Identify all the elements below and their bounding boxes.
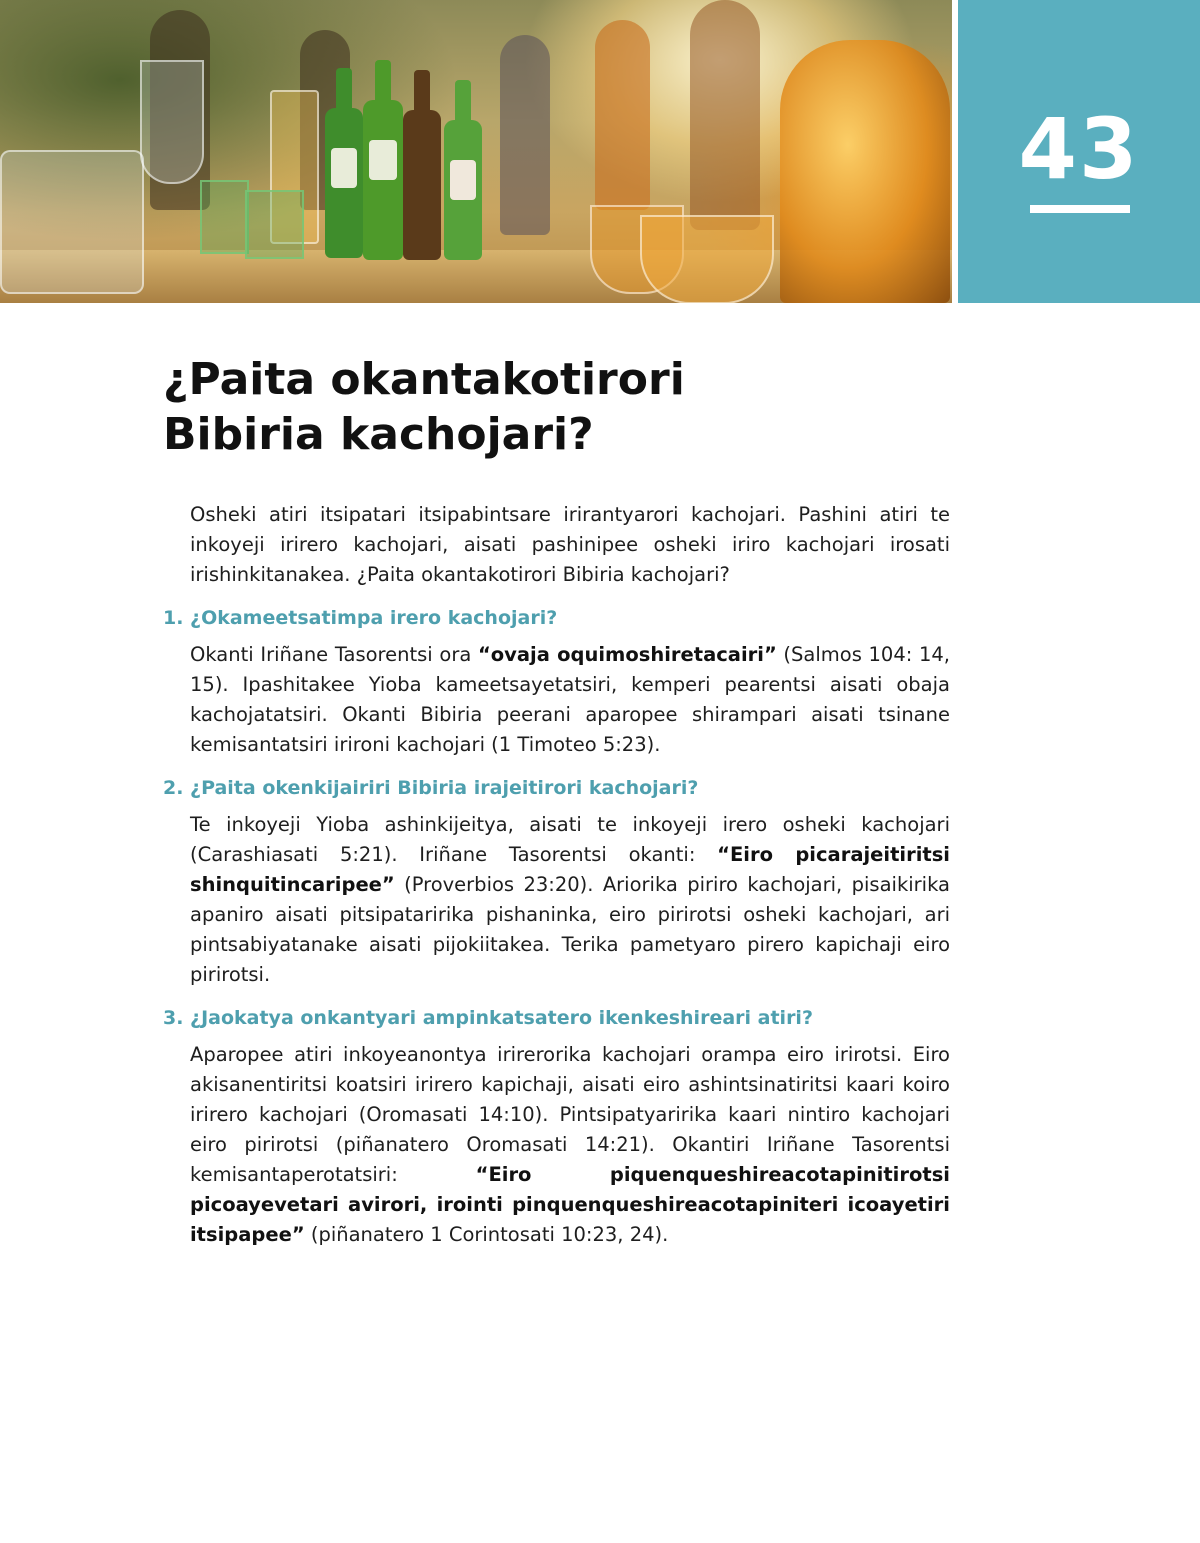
chapter-underline bbox=[1030, 205, 1130, 213]
answer-text: Te inkoyeji Yioba ashinkijeitya, aisati te inkoyeji irero osheki kachojari (Carashiasati 5:21). Iriñane Tasorentsi okanti: bbox=[190, 813, 950, 866]
bottle-icon bbox=[403, 110, 441, 260]
bottle-icon bbox=[363, 100, 403, 260]
question-1: 1. ¿Okameetsatimpa irero kachojari? bbox=[163, 607, 558, 629]
question-3: 3. ¿Jaokatya onkantyari ampinkatsatero ikenkeshireari atiri? bbox=[163, 1007, 813, 1029]
bottle-icon bbox=[444, 120, 482, 260]
scripture-quote: “ovaja oquimoshiretacairi” bbox=[477, 643, 777, 666]
person-silhouette bbox=[500, 35, 550, 235]
glass-icon bbox=[200, 180, 249, 254]
page-title bbox=[163, 352, 923, 462]
answer-text: (Salmos 104: 14, 15). Ipashitakee Yioba kameetsayetatsiri, kemperi pearentsi aisati obaja kachojatatsiri. Okanti Bibiria peerani aparopee shirampari aisati tsinane kemisantatsiri irironi kachojari (1 Timoteo 5:23). bbox=[190, 643, 950, 756]
answer-1 bbox=[190, 640, 950, 760]
answer-text: Okanti Iriñane Tasorentsi ora bbox=[190, 643, 478, 666]
wine-glass-icon bbox=[140, 60, 204, 184]
title-line: Bibiria kachojari? bbox=[163, 409, 594, 460]
glass-icon bbox=[0, 150, 144, 294]
bottle-icon bbox=[780, 40, 950, 303]
person-silhouette bbox=[690, 0, 760, 230]
answer-2 bbox=[190, 810, 950, 990]
question-2: 2. ¿Paita okenkijairiri Bibiria irajeitirori kachojari? bbox=[163, 777, 699, 799]
article-body bbox=[163, 500, 950, 1250]
glass-icon bbox=[640, 215, 774, 303]
intro-paragraph: Osheki atiri itsipatari itsipabintsare irirantyarori kachojari. Pashini atiri te inkoyeji irirero kachojari, aisati pashinipee osheki iriro kachojari irosati irishinkitanakea. ¿Paita okantakotirori Bibiria kachojari? bbox=[190, 503, 950, 586]
bottle-icon bbox=[325, 108, 363, 258]
answer-text: Aparopee atiri inkoyeanontya irirerorika kachojari orampa eiro irirotsi. Eiro akisanentiritsi koatsiri irirero kapichaji, aisati eiro ashintsinatiritsi kaari koiro irirero kachojari (Oromasati 14:10). Pintsipatyaririka kaari nintiro kachojari eiro pirirotsi (piñanatero Oromasati 14:21). Okantiri Iriñane Tasorentsi kemisantaperotatsiri: bbox=[190, 1043, 950, 1186]
title-line: ¿Paita okantakotirori bbox=[163, 354, 685, 405]
chapter-tab bbox=[958, 0, 1200, 303]
chapter-number: 43 bbox=[1018, 100, 1140, 198]
scripture-quote: “Eiro piquenqueshireacotapinitirotsi picoayevetari avirori, irointi pinquenqueshireacotapiniteri icoayetiri itsipapee” bbox=[190, 1163, 950, 1246]
header-photo bbox=[0, 0, 952, 303]
answer-text: (piñanatero 1 Corintosati 10:23, 24). bbox=[304, 1223, 669, 1246]
answer-text: (Proverbios 23:20). Ariorika piriro kachojari, pisaikirika apaniro aisati pitsipataririka pishaninka, eiro pirirotsi osheki kachojari, ari pintsabiyatanake aisati pijokiitakea. Terika pametyaro pirero kapichaji eiro pirirotsi. bbox=[190, 873, 950, 986]
scripture-quote: “Eiro picarajeitiritsi shinquitincaripee” bbox=[190, 843, 950, 896]
answer-3 bbox=[190, 1040, 950, 1250]
person-silhouette bbox=[595, 20, 650, 210]
glass-icon bbox=[245, 190, 304, 259]
